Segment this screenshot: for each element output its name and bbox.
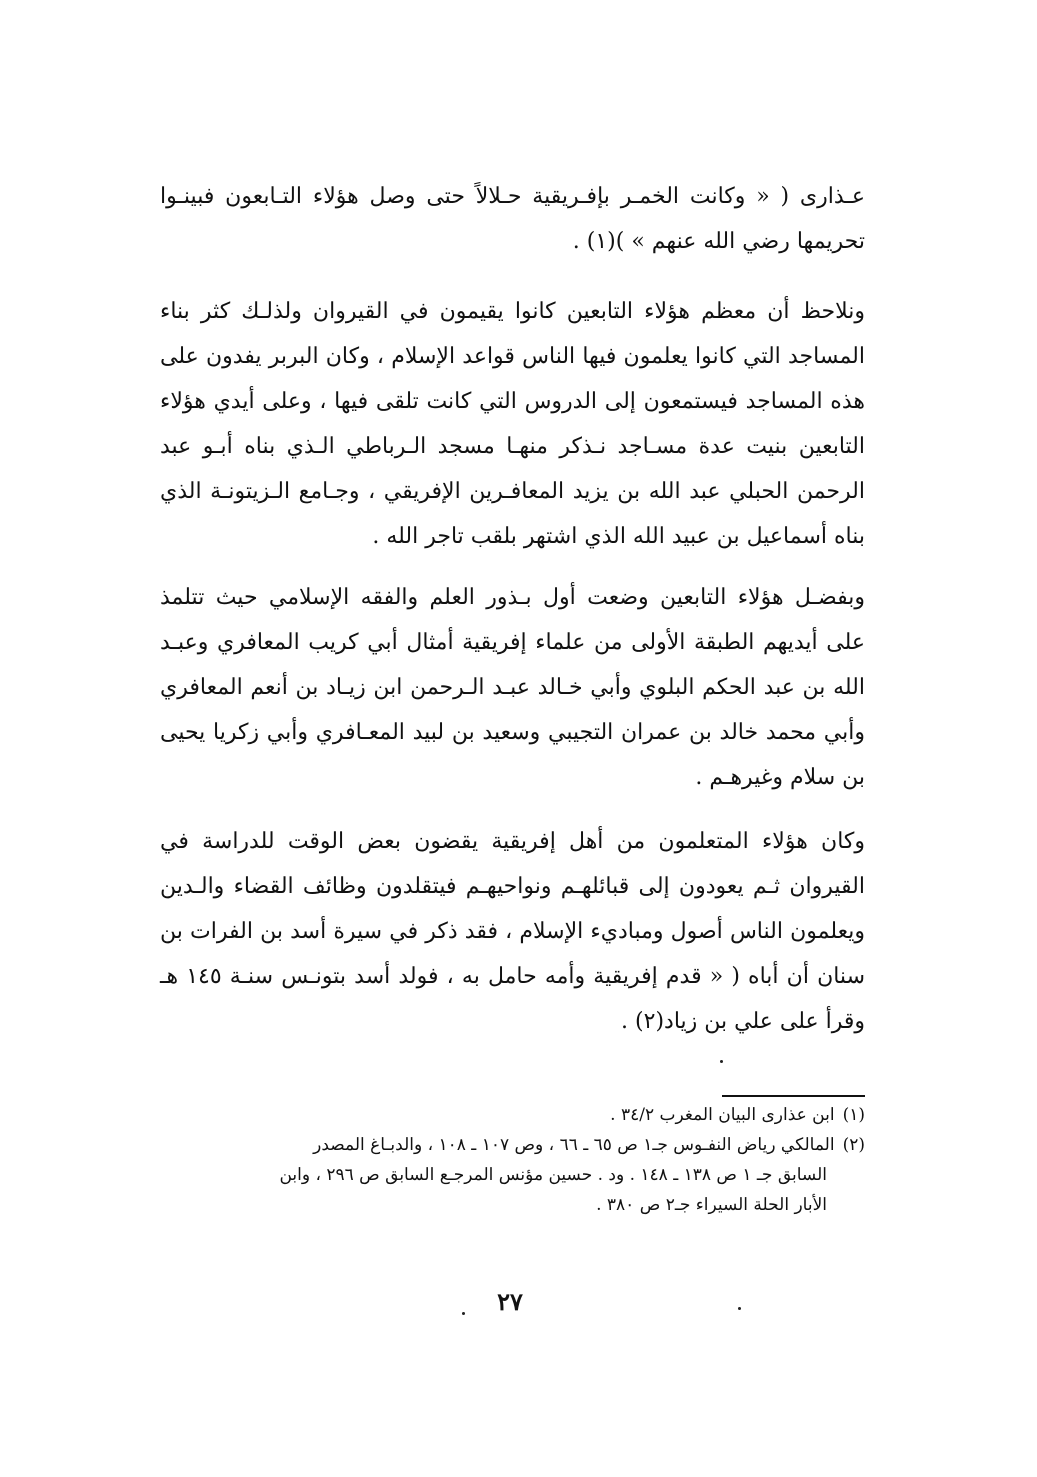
footnote-marker: (١) xyxy=(842,1105,865,1125)
footnote-2 xyxy=(160,1130,865,1220)
paragraph-2: ونلاحظ أن معظم هؤلاء التابعين كانوا يقيمون في القيروان ولذلـك كثر بناء المساجد التي كانوا يعلمون فيها الناس قواعد الإسلام ، وكان البربر يفدون على هذه المساجد فيستمعون إلى الدروس التي كانت تلقى فيها ، وعلى أيدي هؤلاء التابعين بنيت عدة مسـاجد نـذكر منهـا مسجد الـرباطي الـذي بناه أبـو عبد الرحمن الحبلي عبد الله بن يزيد المعافـرين الإفريقي ، وجـامع الـزيتونـة الذي بناه أسماعيل بن عبيد الله الذي اشتهر بلقب تاجر الله . xyxy=(160,299,865,549)
footnote-text: السابق جـ ١ ص ١٣٨ ـ ١٤٨ . ود . حسين مؤنس المرجـع السابق ص ٢٩٦ ، وابن xyxy=(279,1165,827,1185)
footnote-line xyxy=(160,1100,865,1130)
footnote-marker: (٢) xyxy=(842,1135,865,1155)
footnote-text: ابن عذارى البيان المغرب ٣٤/٢ . xyxy=(610,1105,835,1125)
footnote-separator xyxy=(722,1095,865,1097)
print-speck xyxy=(462,1312,465,1315)
footnote-text: المالكي رياض النفـوس جـ١ ص ٦٥ ـ ٦٦ ، وص ١٠٧ ـ ١٠٨ ، والدبـاغ المصدر xyxy=(313,1135,835,1155)
print-speck xyxy=(738,1307,741,1310)
paragraph-3: وبفضـل هؤلاء التابعين وضعت أول بـذور العلم والفقه الإسلامي حيث تتلمذ على أيديهم الطبقة الأولى من علماء إفريقية أمثال أبي كريب المعافري وعبـد الله بن عبد الحكم البلوي وأبي خـالد عبـد الـرحمن ابن زيـاد بن أنعم المعافري وأبي محمد خالد بن عمران التجيبي وسعيد بن لبيد المعـافري وأبي زكريا يحيى بن سلام وغيرهـم . xyxy=(160,585,865,790)
footnotes xyxy=(160,1100,865,1220)
paragraph-1: عـذارى ( « وكانت الخمـر بإفـريقية حـلالاً حتى وصل هؤلاء التـابعون فبينـوا تحريمها رضي الله عنهم » )(١) . xyxy=(160,184,865,254)
paragraph-4: وكان هؤلاء المتعلمون من أهل إفريقية يقضون بعض الوقت للدراسة في القيروان ثـم يعودون إلى قبائلهـم ونواحيهـم فيتقلدون وظائف القضاء والـدين ويعلمون الناس أصول ومباديء الإسلام ، فقد ذكر في سيرة أسد بن الفرات بن سنان أن أباه ( « قدم إفريقية وأمه حامل به ، فولد أسد بتونـس سنـة ١٤٥ هـ وقرأ على علي بن زياد(٢) . xyxy=(160,829,866,1034)
page-number: ٢٧ xyxy=(497,1287,523,1316)
footnote-line xyxy=(160,1130,865,1160)
print-speck xyxy=(720,1060,723,1063)
footnote-1 xyxy=(160,1100,865,1130)
footnote-text: الأبار الحلة السيراء جـ٢ ص ٣٨٠ . xyxy=(596,1195,827,1215)
